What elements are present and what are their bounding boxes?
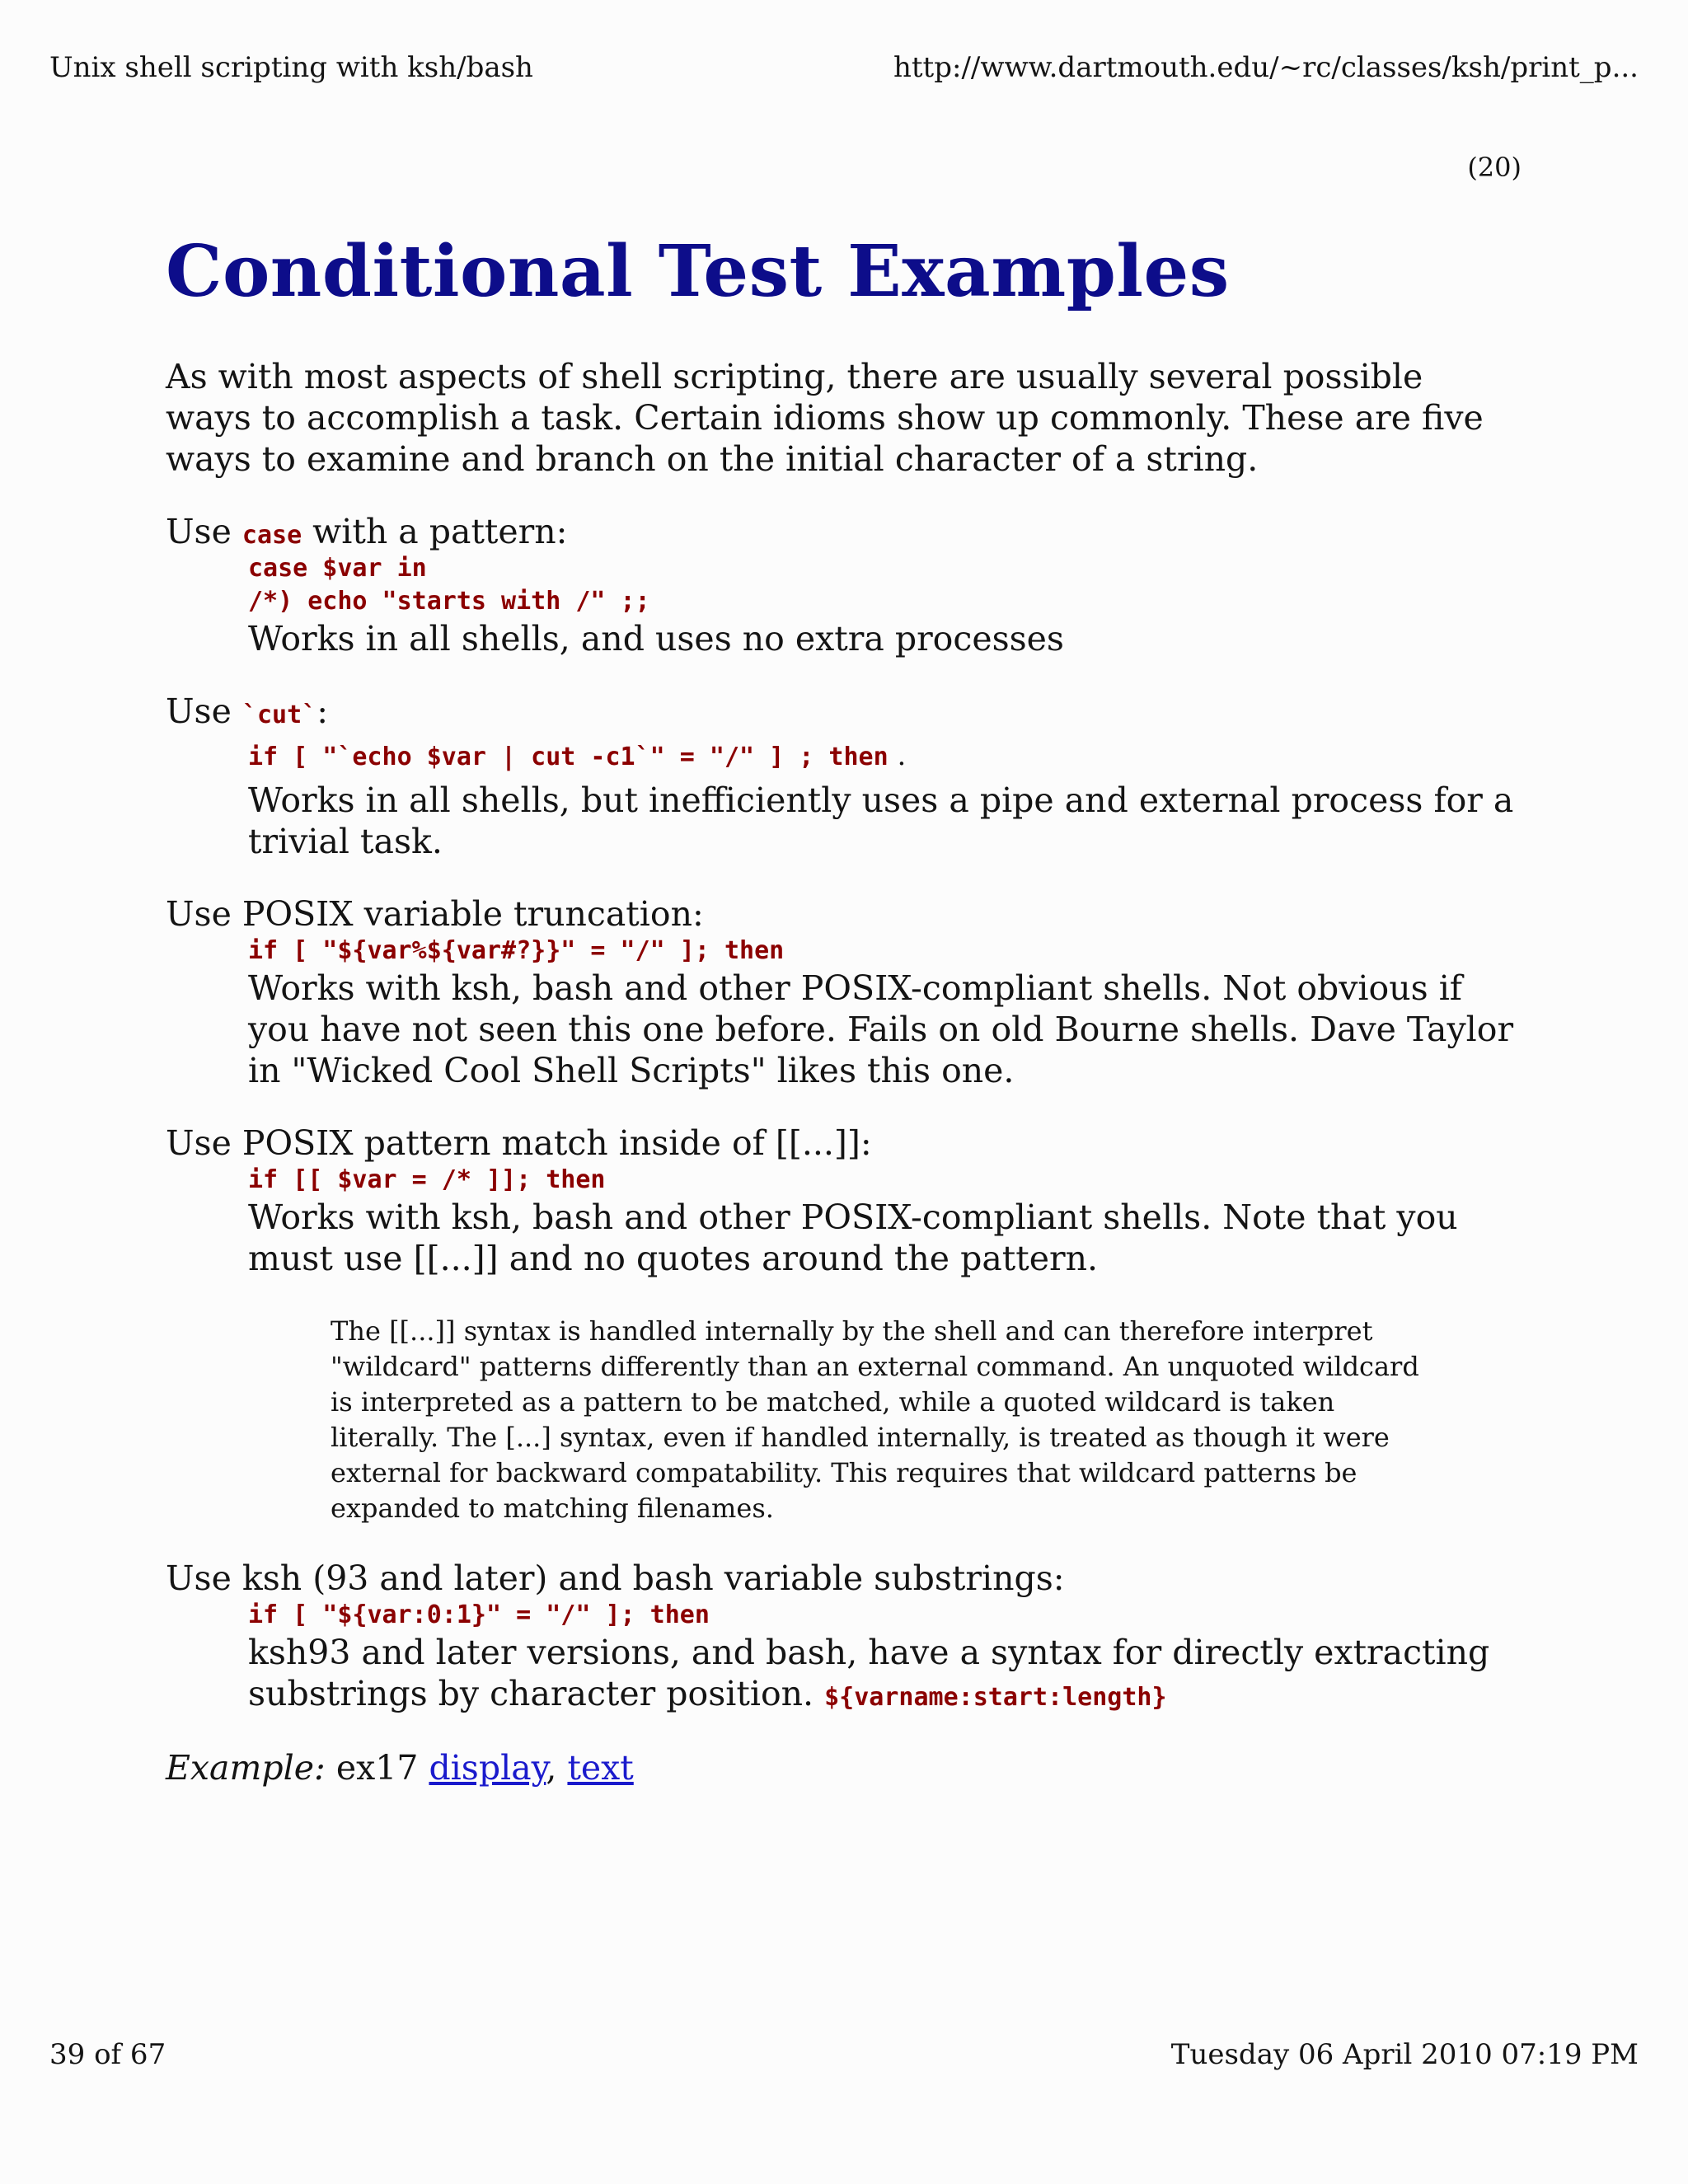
code-block bbox=[248, 737, 1517, 780]
method-posix-truncation bbox=[166, 893, 1517, 1091]
inline-code: case bbox=[241, 521, 302, 550]
method-description: Works with ksh, bash and other POSIX-compliant shells. Not obvious if you have not seen this one before. Fails on old Bourne shells. Dave Taylor in "Wicked Cool Shell Scripts" likes this one. bbox=[248, 968, 1514, 1090]
print-timestamp: Tuesday 06 April 2010 07:19 PM bbox=[1170, 2038, 1639, 2071]
code-line: /*) echo "starts with /" ;; bbox=[248, 587, 650, 616]
intro-paragraph: As with most aspects of shell scripting, there are usually several possible ways to accomplish a task. Certain idioms show up commonly. These are five ways to examine and branch on the initial character of a string. bbox=[166, 357, 1484, 479]
method-lead bbox=[166, 691, 1517, 732]
page-title: Conditional Test Examples bbox=[166, 230, 1230, 313]
main-content bbox=[166, 223, 1517, 1788]
lead-text: Use bbox=[166, 512, 242, 551]
method-description: Works with ksh, bash and other POSIX-compliant shells. Note that you must use [[...]] and no quotes around the pattern. bbox=[248, 1197, 1458, 1278]
description-text: ksh93 and later versions, and bash, have a syntax for directly extracting substrings by character position. bbox=[248, 1633, 1490, 1713]
code-suffix: . bbox=[888, 739, 907, 772]
method-description: Works in all shells, but inefficiently uses a pipe and external process for a trivial task. bbox=[248, 780, 1514, 861]
example-name: ex17 bbox=[325, 1748, 429, 1788]
code-line: if [ "`echo $var | cut -c1`" = "/" ] ; then bbox=[248, 743, 889, 771]
text-link[interactable]: text bbox=[567, 1748, 634, 1788]
lead-text: Use bbox=[166, 691, 242, 731]
method-lead: Use POSIX pattern match inside of [[...]]: bbox=[166, 1123, 872, 1163]
method-description: Works in all shells, and uses no extra processes bbox=[248, 619, 1064, 658]
link-separator: , bbox=[546, 1748, 568, 1788]
page-count: 39 of 67 bbox=[49, 2038, 166, 2071]
method-substrings bbox=[166, 1558, 1517, 1714]
lead-text: with a pattern: bbox=[302, 512, 568, 551]
inline-code: ${varname:start:length} bbox=[824, 1683, 1167, 1712]
header-url: http://www.dartmouth.edu/~rc/classes/ksh/print_p... bbox=[893, 51, 1639, 84]
method-lead: Use ksh (93 and later) and bash variable substrings: bbox=[166, 1558, 1065, 1598]
code-line: if [ "${var%${var#?}}" = "/" ]; then bbox=[248, 936, 785, 965]
code-line: if [ "${var:0:1}" = "/" ]; then bbox=[248, 1601, 710, 1629]
example-line bbox=[166, 1747, 1517, 1788]
method-lead bbox=[166, 511, 1517, 552]
slide-number: (20) bbox=[1467, 152, 1522, 183]
method-cut bbox=[166, 691, 1517, 862]
code-line: case $var in bbox=[248, 554, 427, 583]
code-line: if [[ $var = /* ]]; then bbox=[248, 1165, 606, 1194]
header-title: Unix shell scripting with ksh/bash bbox=[49, 51, 533, 84]
inline-code: `cut` bbox=[241, 701, 317, 729]
method-lead: Use POSIX variable truncation: bbox=[166, 894, 704, 934]
method-note: The [[...]] syntax is handled internally by the shell and can therefore interpret "wildcard" patterns differently than an external command. An unquoted wildcard is interpreted as a pattern to be matched, while a quoted wildcard is taken literally. The [...] syntax, even if handled internally, is treated as though it were external for backward compatability. This requires that wildcard patterns be expanded to matching filenames. bbox=[331, 1315, 1419, 1524]
method-description bbox=[248, 1632, 1517, 1714]
display-link[interactable]: display bbox=[429, 1748, 546, 1788]
example-label: Example: bbox=[166, 1748, 326, 1788]
method-posix-pattern bbox=[166, 1122, 1517, 1526]
lead-text: : bbox=[316, 691, 329, 731]
method-case bbox=[166, 511, 1517, 659]
